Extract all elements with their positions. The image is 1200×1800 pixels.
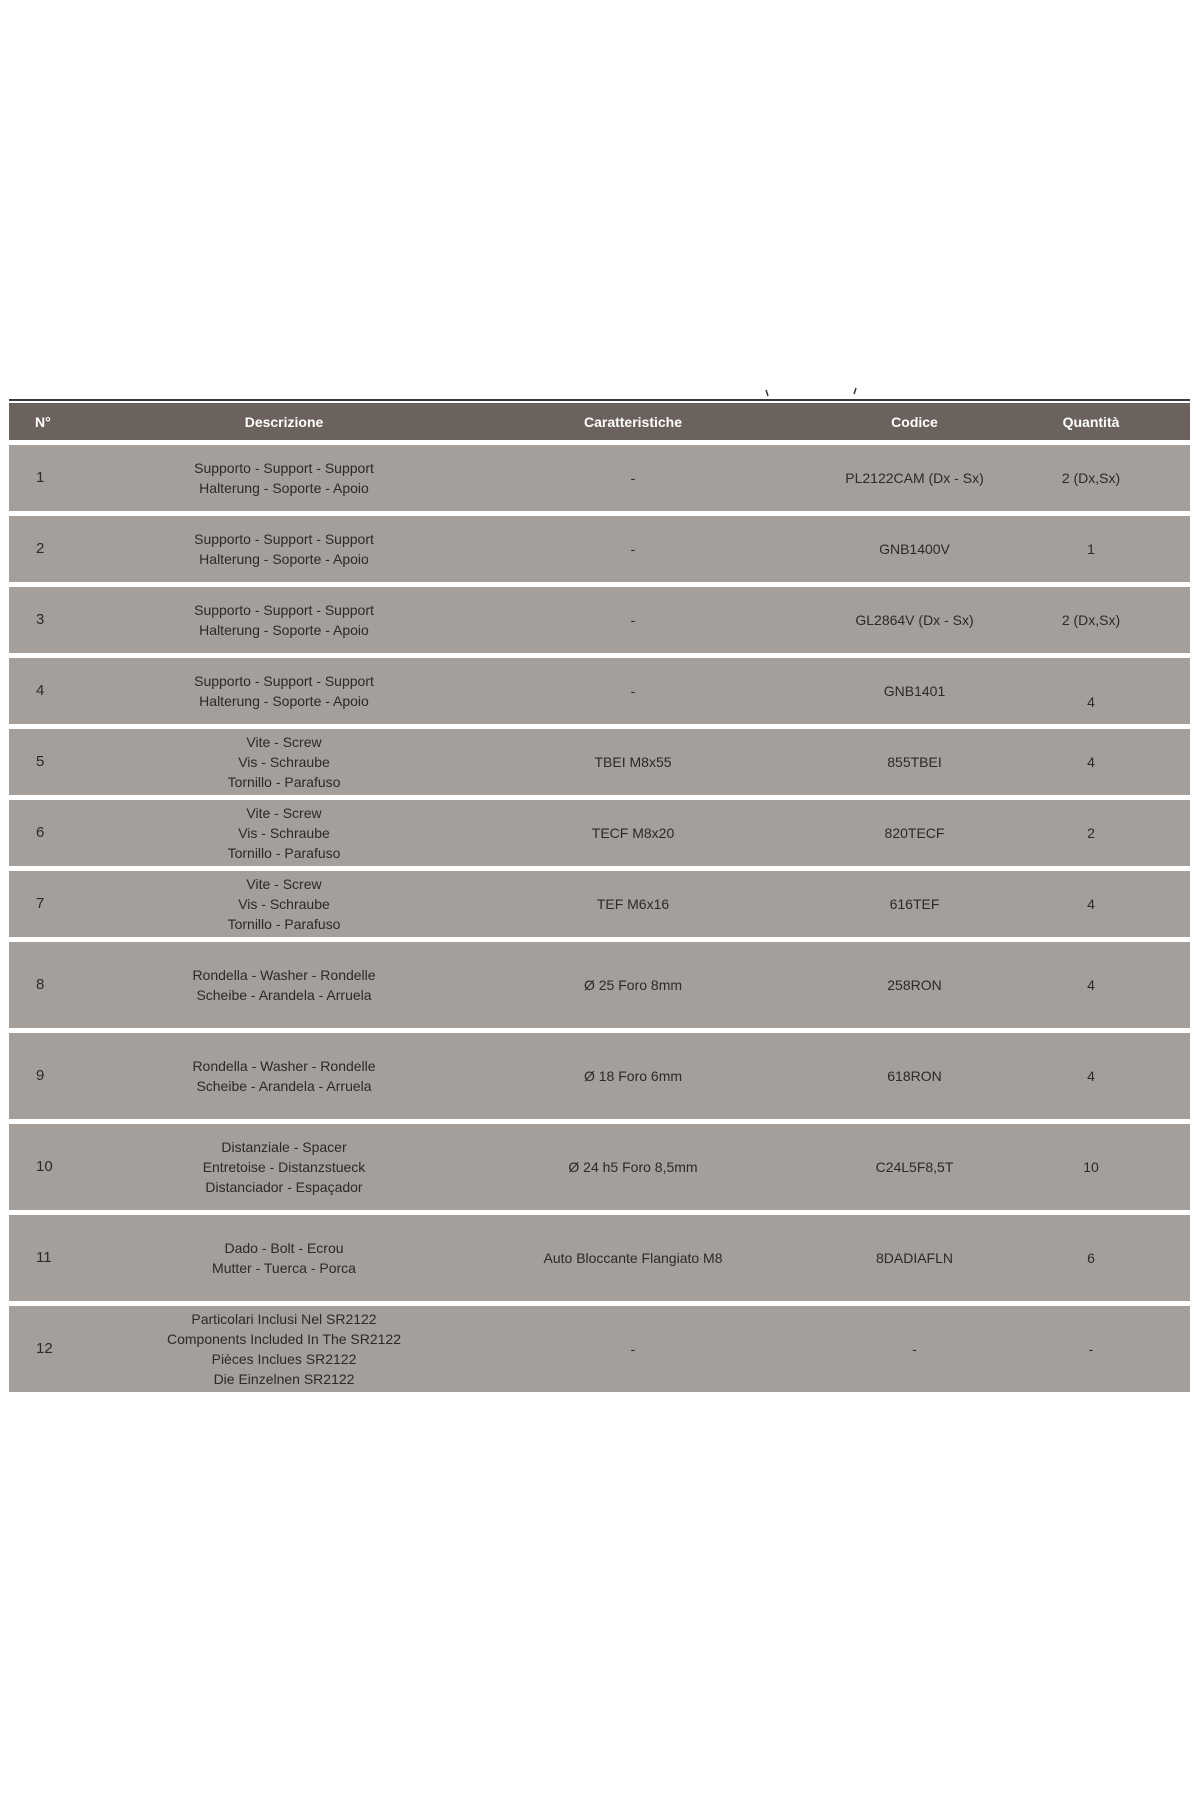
cell-description [139,1124,429,1210]
description-line: Distanciador - Espaçador [205,1179,363,1195]
table-row [9,1124,1190,1210]
cell-description [139,871,429,937]
cell-code: 8DADIAFLN [837,1215,992,1301]
cell-code: C24L5F8,5T [837,1124,992,1210]
description-line: Die Einzelnen SR2122 [213,1371,355,1387]
cell-characteristics: TECF M8x20 [429,800,837,866]
cell-number: 2 [9,516,139,582]
cell-quantity: - [992,1306,1190,1392]
cell-quantity: 4 [992,1033,1190,1119]
description-line: Vite - Screw [246,876,322,892]
description-line: Particolari Inclusi Nel SR2122 [191,1311,377,1327]
cell-characteristics: Ø 18 Foro 6mm [429,1033,837,1119]
cell-number: 5 [9,729,139,795]
cell-description [139,800,429,866]
cell-quantity: 2 (Dx,Sx) [992,587,1190,653]
cell-number: 10 [9,1124,139,1210]
description-line: Distanziale - Spacer [221,1139,347,1155]
description-line: Vis - Schraube [238,896,330,912]
description-line: Rondella - Washer - Rondelle [192,967,376,983]
description-line: Rondella - Washer - Rondelle [192,1058,376,1074]
cell-code: 855TBEI [837,729,992,795]
description-line: Scheibe - Arandela - Arruela [196,987,372,1003]
cell-description [139,1215,429,1301]
description-line: Tornillo - Parafuso [227,916,341,932]
header-quantity: Quantità [992,403,1190,440]
cell-number: 8 [9,942,139,1028]
cell-description [139,587,429,653]
cell-description [139,658,429,724]
description-line: Supporto - Support - Support [194,460,374,476]
cell-description [139,1033,429,1119]
description-line: Supporto - Support - Support [194,602,374,618]
cell-code: PL2122CAM (Dx - Sx) [837,445,992,511]
cell-quantity: 2 (Dx,Sx) [992,445,1190,511]
cell-code: - [837,1306,992,1392]
description-line: Halterung - Soporte - Apoio [199,693,369,709]
description-line: Halterung - Soporte - Apoio [199,551,369,567]
table-row [9,1033,1190,1119]
cell-quantity: 4 [992,942,1190,1028]
cell-number: 11 [9,1215,139,1301]
table-row [9,729,1190,795]
cell-description [139,729,429,795]
cell-code: GNB1401 [837,658,992,724]
description-line: Supporto - Support - Support [194,673,374,689]
cell-code: GNB1400V [837,516,992,582]
cell-quantity: 4 [992,729,1190,795]
cell-characteristics: TBEI M8x55 [429,729,837,795]
cell-number: 7 [9,871,139,937]
cell-characteristics: - [429,445,837,511]
table-row [9,445,1190,511]
cell-number: 9 [9,1033,139,1119]
cell-characteristics: Ø 24 h5 Foro 8,5mm [429,1124,837,1210]
cell-code: 618RON [837,1033,992,1119]
cell-number: 3 [9,587,139,653]
cell-description [139,445,429,511]
cell-code: GL2864V (Dx - Sx) [837,587,992,653]
description-line: Mutter - Tuerca - Porca [212,1260,356,1276]
cell-code: 258RON [837,942,992,1028]
description-line: Tornillo - Parafuso [227,845,341,861]
quantity-value: 4 [1087,694,1095,710]
scan-marks [760,384,860,398]
cell-characteristics: - [429,516,837,582]
table-header-row [9,403,1190,440]
table-row [9,1306,1190,1392]
cell-code: 820TECF [837,800,992,866]
description-line: Entretoise - Distanzstueck [202,1159,366,1175]
description-line: Pièces Inclues SR2122 [211,1351,357,1367]
cell-number: 12 [9,1306,139,1392]
table-row [9,800,1190,866]
table-row [9,587,1190,653]
parts-table [9,398,1190,1397]
description-line: Dado - Bolt - Ecrou [224,1240,344,1256]
description-line: Halterung - Soporte - Apoio [199,622,369,638]
cell-code: 616TEF [837,871,992,937]
table-row [9,942,1190,1028]
cell-characteristics: - [429,1306,837,1392]
description-line: Tornillo - Parafuso [227,774,341,790]
description-line: Vite - Screw [246,805,322,821]
cell-characteristics: - [429,658,837,724]
description-line: Vite - Screw [246,734,322,750]
header-number: N° [9,403,139,440]
table-row [9,658,1190,724]
cell-characteristics: TEF M6x16 [429,871,837,937]
header-characteristics: Caratteristiche [429,403,837,440]
cell-characteristics: - [429,587,837,653]
cell-characteristics: Auto Bloccante Flangiato M8 [429,1215,837,1301]
cell-number: 6 [9,800,139,866]
description-line: Scheibe - Arandela - Arruela [196,1078,372,1094]
cell-number: 1 [9,445,139,511]
cell-quantity: 6 [992,1215,1190,1301]
cell-characteristics: Ø 25 Foro 8mm [429,942,837,1028]
parts-table-container [9,403,1190,1397]
table-row [9,516,1190,582]
description-line: Vis - Schraube [238,754,330,770]
cell-quantity [992,658,1190,724]
header-description: Descrizione [139,403,429,440]
description-line: Supporto - Support - Support [194,531,374,547]
header-code: Codice [837,403,992,440]
table-row [9,1215,1190,1301]
description-line: Vis - Schraube [238,825,330,841]
cell-number: 4 [9,658,139,724]
description-line: Halterung - Soporte - Apoio [199,480,369,496]
cell-quantity: 4 [992,871,1190,937]
description-line: Components Included In The SR2122 [166,1331,401,1347]
cell-description [139,1306,429,1392]
cell-quantity: 1 [992,516,1190,582]
cell-quantity: 10 [992,1124,1190,1210]
cell-description [139,516,429,582]
table-row [9,871,1190,937]
cell-quantity: 2 [992,800,1190,866]
cell-description [139,942,429,1028]
